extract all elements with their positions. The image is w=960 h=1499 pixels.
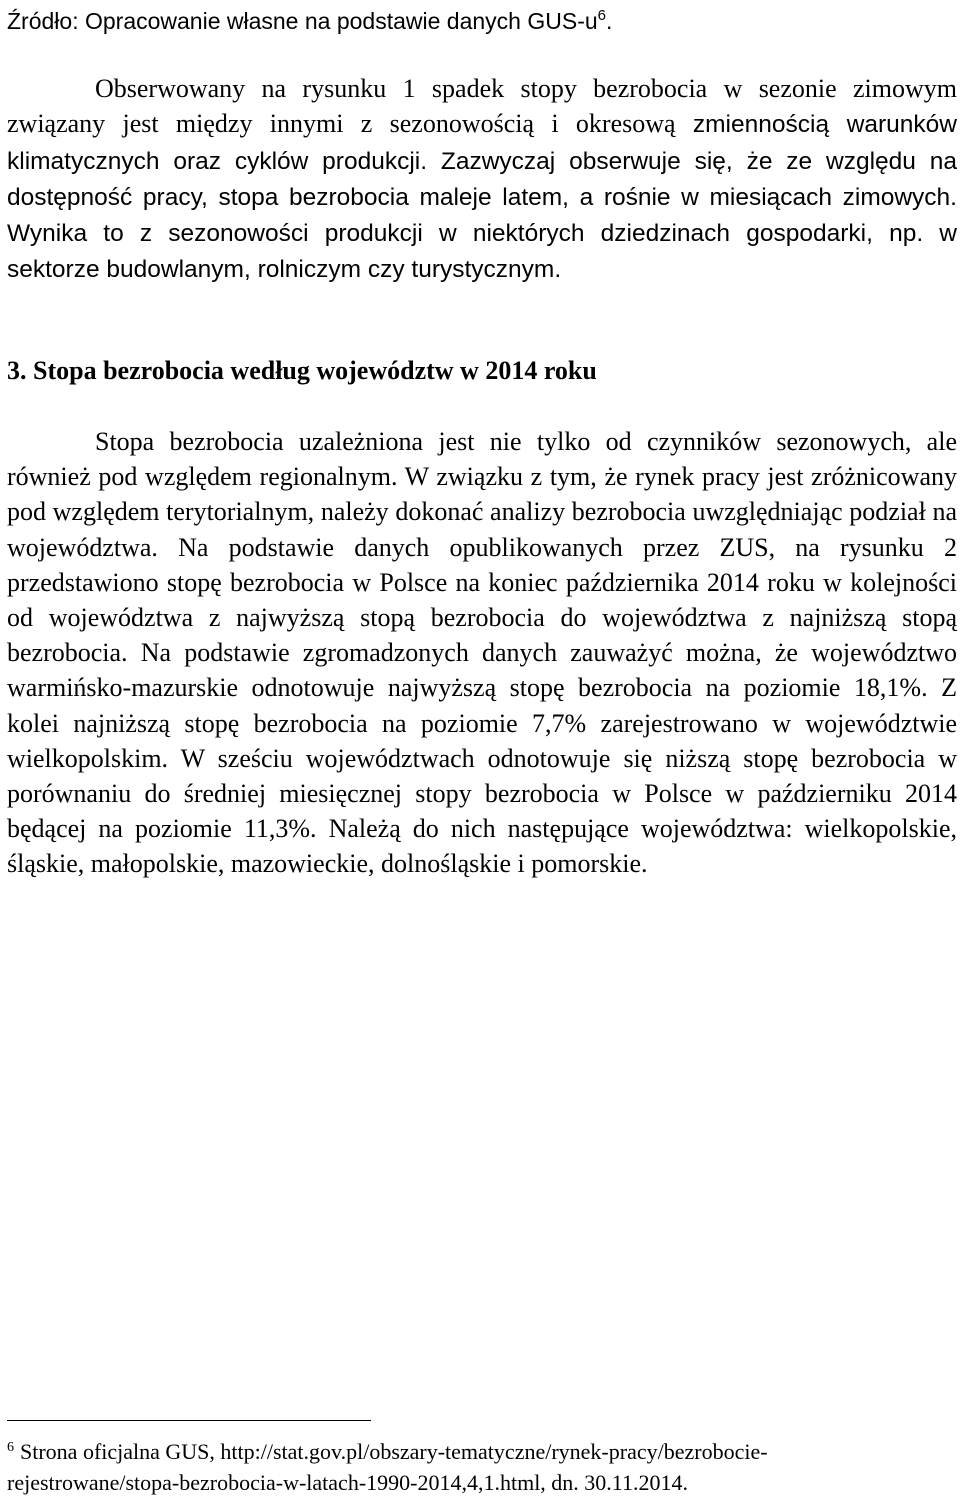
footnote-reference[interactable]: 6 — [597, 7, 606, 24]
section-heading: 3. Stopa bezrobocia według województw w 2014 roku — [7, 356, 597, 385]
footnote-text-1[interactable]: Strona oficjalna GUS, http://stat.gov.pl/obszary-tematyczne/rynek-pracy/bezrobocie- — [20, 1439, 768, 1464]
source-period: . — [606, 8, 613, 34]
paragraph-seasonality-sans-part: zmiennością warunków klimatycznych oraz cyklów produkcji. Zazwyczaj obserwuje się, że ze względu na dostępność pracy, stopa bezrobocia maleje latem, a rośnie w miesiącach zimowych. Wynika to z sezonowości produkcji w niektórych dziedzinach gospodarki, np. w sektorze budowlanym, rolniczym czy turystycznym. — [7, 111, 957, 284]
source-text: Źródło: Opracowanie własne na podstawie danych GUS-u — [7, 8, 598, 34]
paragraph-seasonality — [7, 71, 957, 288]
footnote-line-1 — [7, 1436, 957, 1467]
figure-source-note — [7, 6, 612, 36]
footnote — [7, 1436, 957, 1498]
footnote-line-2[interactable]: rejestrowane/stopa-bezrobocia-w-latach-1990-2014,4,1.html, dn. 30.11.2014. — [7, 1470, 688, 1495]
paragraph-seasonality-serif-part: Obserwowany na rysunku 1 spadek stopy bezrobocia w sezonie zimowym związany jest między innymi z sezonowością i okresową — [7, 74, 957, 139]
footnote-number: 6 — [7, 1440, 14, 1455]
footnote-separator — [7, 1420, 371, 1421]
paragraph-regional: Stopa bezrobocia uzależniona jest nie tylko od czynników sezonowych, ale również pod względem regionalnym. W związku z tym, że rynek pracy jest zróżnicowany pod względem terytorialnym, należy dokonać analizy bezrobocia uwzględniając podział na województwa. Na podstawie danych opublikowanych przez ZUS, na rysunku 2 przedstawiono stopę bezrobocia w Polsce na koniec października 2014 roku w kolejności od województwa z najwyższą stopą bezrobocia do województwa z najniższą stopą bezrobocia. Na podstawie zgromadzonych danych zauważyć można, że województwo warmińsko-mazurskie odnotowuje najwyższą stopę bezrobocia na poziomie 18,1%. Z kolei najniższą stopę bezrobocia na poziomie 7,7% zarejestrowano w województwie wielkopolskim. W sześciu województwach odnotowuje się niższą stopę bezrobocia w porównaniu do średniej miesięcznej stopy bezrobocia w Polsce w październiku 2014 będącej na poziomie 11,3%. Należą do nich następujące województwa: wielkopolskie, śląskie, małopolskie, mazowieckie, dolnośląskie i pomorskie. — [7, 427, 957, 879]
